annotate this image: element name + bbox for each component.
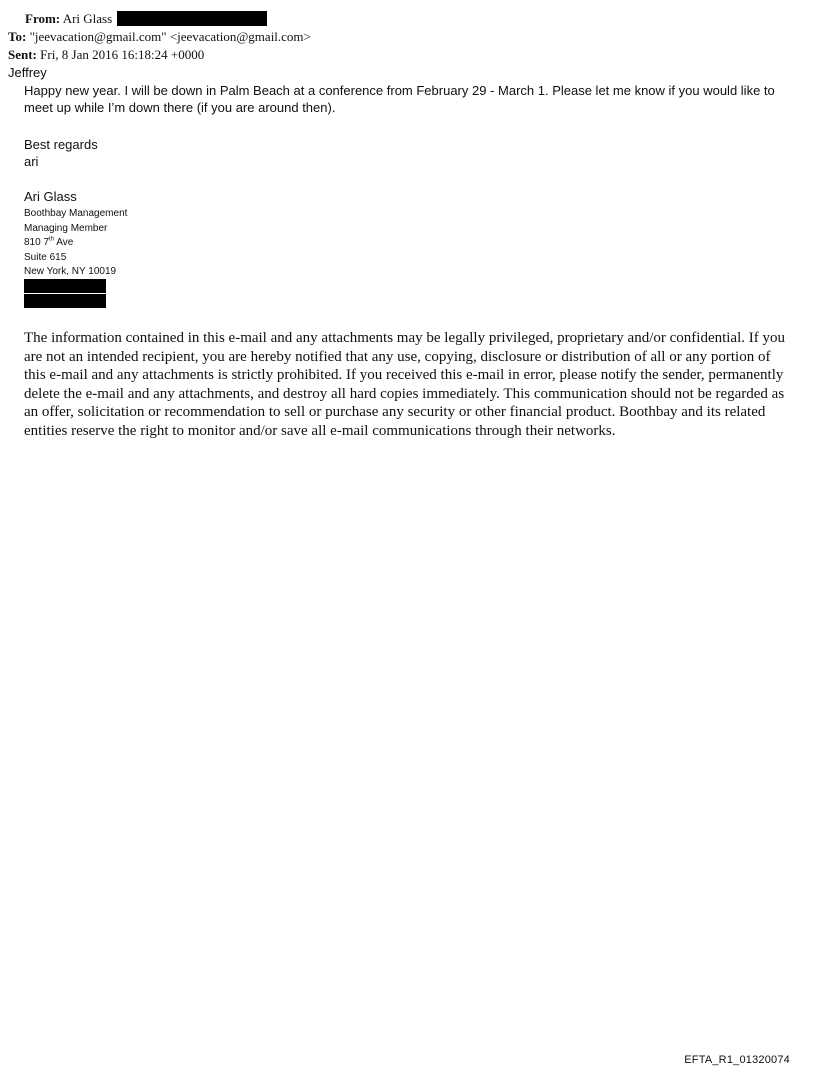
signature-title: Managing Member <box>24 222 108 234</box>
to-value: "jeevacation@gmail.com" <jeevacation@gmail.com> <box>29 29 311 44</box>
sent-label: Sent: <box>8 47 37 62</box>
signature-company: Boothbay Management <box>24 208 128 219</box>
signature-address <box>24 236 127 251</box>
message-paragraph: Happy new year. I will be down in Palm Beach at a conference from February 29 - March 1. Please let me know if you would like to meet up while I’m down there (if you are around then). <box>24 83 775 115</box>
sent-value: Fri, 8 Jan 2016 16:18:24 +0000 <box>40 47 205 62</box>
redaction-box <box>24 294 106 308</box>
signature-name: Ari Glass <box>24 189 77 204</box>
greeting: Jeffrey <box>8 65 47 80</box>
legal-disclaimer: The information contained in this e-mail and any attachments may be legally privileged, proprietary and/or confidential. If you are not an intended recipient, you are hereby notified that any use, copying, disclosure or distribution of all or any portion of this e-mail and any attachments is strictly prohibited. If you received this e-mail in error, please notify the sender, permanently delete the e-mail and any attachments, and destroy all hard copies immediately. This communication should not be regarded as an offer, solicitation or recommendation to sell or purchase any security or other financial product. Boothbay and its related entities reserve the right to monitor and/or save all e-mail communications through their networks. <box>24 330 786 439</box>
from-line <box>25 11 267 26</box>
closing: Best regards <box>24 137 98 152</box>
sent-line <box>8 47 204 62</box>
signature-block <box>24 207 127 280</box>
signature-suite: Suite 615 <box>24 251 67 263</box>
address-number: 810 7 <box>24 237 50 248</box>
address-superscript: th <box>49 236 55 243</box>
closing-name: ari <box>24 154 39 169</box>
document-id: EFTA_R1_01320074 <box>684 1054 790 1066</box>
to-label: To: <box>8 29 27 44</box>
redaction-box <box>24 279 106 293</box>
to-line <box>8 29 311 44</box>
from-label: From: <box>25 11 61 26</box>
from-value: Ari Glass <box>62 11 113 26</box>
address-street: Ave <box>54 237 74 248</box>
redaction-box <box>117 11 267 26</box>
signature-city: New York, NY 10019 <box>24 266 117 277</box>
